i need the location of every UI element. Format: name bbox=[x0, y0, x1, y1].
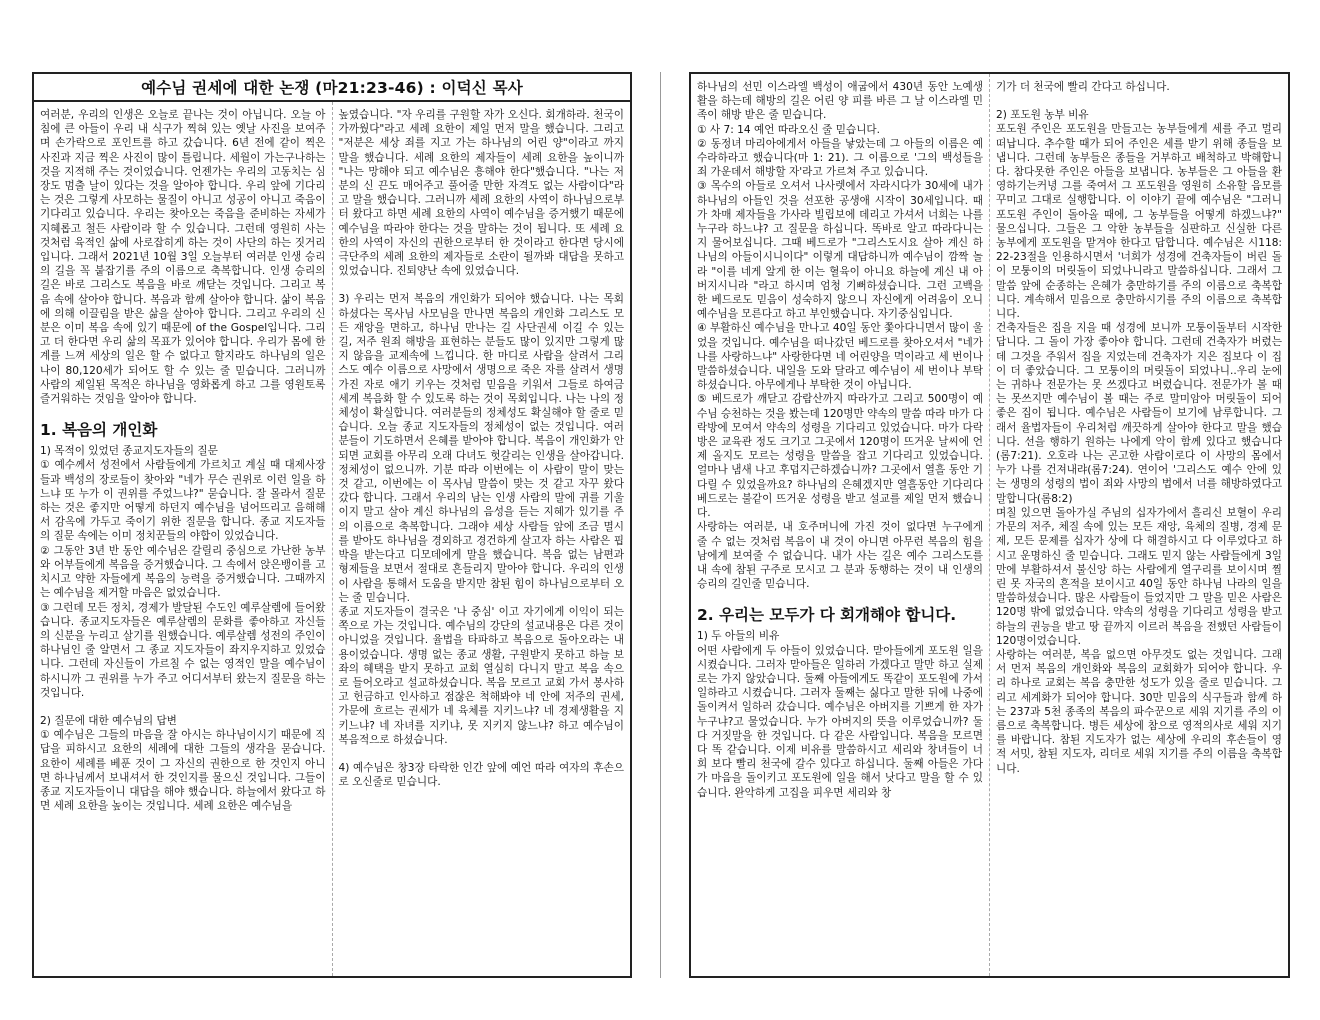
right-column-2 bbox=[989, 74, 1288, 976]
subsection-heading: 1) 두 아들의 비유 bbox=[697, 630, 780, 643]
body-paragraph: 사랑하는 여러분, 복음 없으면 아무것도 없는 것입니다. 그래서 먼저 복음의 개인화와 복음의 교회화가 되어야 합니다. 우리 하나로 교회는 복음 충만한 성도가 있을 줄로 믿습니다. 그리고 세계화가 되어야 합니다. 30만 믿음의 식구들과 함께 하는 237과 5천 종족의 복음의 파수꾼으로 세워 지기를 주의 이름으로 축복합니다. 병든 세상에 참으로 영적의사로 세워 지기를 바랍니다. 참된 지도자가 없는 세상에 우리의 후손들이 영적 서밋, 참된 지도자, 리더로 세워 지기를 주의 이름을 축복합니다. bbox=[996, 648, 1282, 775]
body-paragraph: ④ 부활하신 예수님을 만나고 40일 동안 쫓아다니면서 많이 울었을 것입니다. 예수님을 떠나갔던 베드로를 찾아오셔서 "네가 나를 사랑하느냐" 사랑한다면 네 어린양을 먹이라고 세 번이나 말씀하셨습니다. 내일을 도와 달라고 예수님이 세 번이나 부탁하셨습니다. 아무에게나 부탁한 것이 아닙니다. bbox=[697, 322, 983, 392]
body-paragraph: 사랑하는 여러분, 내 호주머니에 가진 것이 없다면 누구에게 줄 수 없는 것처럼 복음이 내 것이 아니면 아무런 복음의 힘을 남에게 보여줄 수 없습니다. 내가 사는 길은 예수 그리스도를 내 속에 참된 구주로 모시고 그 분과 동행하는 것이 내 인생의 승리의 길인줄 믿습니다. bbox=[697, 521, 983, 591]
body-paragraph: ② 그동안 3년 반 동안 예수님은 갈릴리 중심으로 가난한 농부와 어부들에게 복음을 증거했습니다. 그 속에서 앉은뱅이를 고치시고 약한 자들에게 복음의 능력을 증거했습니다. 그때까지는 예수님을 제거할 마음은 없었습니다. bbox=[40, 544, 326, 600]
body-paragraph: ① 예수께서 성전에서 사람들에게 가르치고 계실 때 대제사장들과 백성의 장로들이 찾아와 "네가 무슨 권위로 이런 일을 하느냐 또 누가 이 권위를 주었느냐?" 묻습니다. 잘 몰라서 질문하는 것은 좋지만 어떻게 하던지 예수님을 넘어뜨리고 음해해서 감옥에 가두고 죽이기 위한 질문을 합니다. 종교 지도자들의 질문 속에는 이미 정치꾼들의 야합이 있었습니다. bbox=[40, 459, 326, 543]
right-columns bbox=[691, 74, 1288, 976]
left-column-1 bbox=[34, 102, 332, 976]
left-bulletin-page bbox=[32, 72, 632, 978]
body-paragraph: ① 사 7: 14 예언 따라오신 줄 믿습니다. bbox=[697, 123, 881, 136]
body-paragraph: 높였습니다. "자 우리를 구원할 자가 오신다. 회개하라. 천국이 가까웠다"라고 세례 요한이 제일 먼저 말을 했습니다. 그리고 "저분은 세상 죄를 지고 가는 하나님의 어린 양"이라고 까지 말을 했습니다. 세례 요한의 제자들이 세례 요한을 높이니까 "나는 망해야 되고 예수님은 흥해야 한다"했습니다. "나는 저분의 신 끈도 매어주고 풀어줄 만한 자격도 없는 사람이다"라고 말을 했습니다. 그러니까 세례 요한의 사역이 하나님으로부터 왔다고 하면 세례 요한의 사역이 예수님을 증거했기 때문에 예수님을 따라야 한다는 것을 말하는 것이 됩니다. 또 세례 요한의 사역이 자신의 권한으로부터 한 것이라고 한다면 당시에 극단주의 세례 요한의 제자들로 소란이 될까봐 대답을 못하고 있었습니다. 진퇴양난 속에 있었습니다. bbox=[338, 109, 624, 278]
body-paragraph: 어떤 사람에게 두 아들이 있었습니다. 맏아들에게 포도원 일을 시켰습니다. 그러자 맏아들은 일하러 가겠다고 말만 하고 실제로는 가지 않았습니다. 둘째 아들에게도 똑같이 포도원에 가서 일하라고 시켰습니다. 그러자 둘째는 싫다고 말한 뒤에 나중에 돌이켜서 일하러 갔습니다. 예수님은 아버지를 기쁘게 한 자가 누구냐?고 물었습니다. 누가 아버지의 뜻을 이루었습니까? 둘 다 거짓말을 한 것입니다. 다 같은 사람입니다. 복음을 모르면 다 똑 같습니다. 이제 비유를 말씀하시고 세리와 창녀들이 너희 보다 빨리 천국에 갈수 있다고 하십니다. 둘째 아들은 가다가 마음을 돌이키고 포도원에 일을 해서 낫다고 말을 할 수 있습니다. 완악하게 고집을 피우면 세리와 창 bbox=[697, 644, 983, 799]
subsection-heading: 2) 포도원 농부 비유 bbox=[996, 109, 1089, 122]
body-paragraph: 3) 우리는 먼저 복음의 개인화가 되어야 했습니다. 나는 목회하셨다는 목사님 사모님을 만나면 복음의 개인화 그리스도 모든 재앙을 면하고, 하나님 만나는 길 사단권세 이길 수 있는 길, 저주 원죄 해방을 표현하는 분들도 많이 있지만 그렇게 많지 않음을 교제속에 느낍니다. 한 마디로 사람을 살려서 그리스도 예수 이름으로 사망에서 생명으로 죽은 자를 살려서 생명 가진 자로 애기 키우는 것처럼 믿음을 키워서 그들로 하여금 세계 복음화 할 수 있도록 하는 것이 목회입니다. 나는 나의 정체성이 확실합니다. 여러분들의 정체성도 확실해야 할 줄로 믿습니다. 오늘 종교 지도자들의 정체성이 없는 것입니다. 여러분들이 기도하면서 은혜를 받아야 합니다. 복음이 개인화가 안 되면 교회를 아무리 오래 다녀도 헛갈리는 인생을 살아갑니다. 정체성이 없으니까. 기분 따라 이번에는 이 사람이 말이 맞는 것 같고, 이번에는 이 목사님 말씀이 맞는 것 같고 자꾸 왔다 갔다 합니다. 그래서 우리의 남는 인생 사람의 말에 귀를 기울이지 말고 살아 계신 하나님의 음성을 듣는 지혜가 있기를 주의 이름으로 축복합니다. 그래야 세상 사람들 앞에 조금 멸시를 받아도 하나님을 경외하고 경건하게 살고자 하는 사람은 핍박을 받는다고 디모데에게 말을 했습니다. 복음 없는 남편과 형제들을 보면서 절대로 흔들리지 말아야 합니다. 우리의 인생이 사람을 통해서 도움을 받지만 참된 힘이 하나님으로부터 오는 줄 믿습니다. bbox=[338, 293, 624, 604]
body-paragraph: ③ 그런데 모든 정치, 경제가 발달된 수도인 예루살렘에 들어왔습니다. 종교지도자들은 예루살렘의 문화를 좋아하고 자신들의 신분을 누리고 살기를 원했습니다. 예루살렘 성전의 주인이 하나님인 줄 알면서 그 종교 지도자들이 좌지우지하고 있었습니다. 그런데 자신들이 가르칠 수 없는 영적인 말을 예수님이 하시니까 그 권위를 누가 주고 어디서부터 왔는지 질문을 하는 것입니다. bbox=[40, 601, 326, 699]
left-column-2 bbox=[332, 102, 631, 976]
intro-paragraph: 여러분, 우리의 인생은 오늘로 끝나는 것이 아닙니다. 오늘 아침에 큰 아들이 우리 내 식구가 찍혀 있는 옛날 사진을 보여주며 손가락으로 포인트를 하고 갔습니다. 6년 전에 같이 찍은 사진과 지금 찍은 사진이 많이 틀립니다. 세월이 가는구나하는 것을 지적해 주는 것이었습니다. 언젠가는 우리의 고동치는 심장도 멈출 날이 있다는 것을 알아야 합니다. 우리 앞에 기다리는 것은 그렇게 사모하는 물질이 아니고 성공이 아니고 죽음이 기다리고 있습니다. 우리는 찾아오는 죽음을 준비하는 자세가 지혜롭고 철든 사람이라 할 수 있습니다. 그런데 영원히 사는 것처럼 육적인 삶에 사로잡히게 하는 것이 사단의 하는 짓거리입니다. 그래서 2021년 10월 3일 오늘부터 여러분 인생 승리의 길을 꼭 붙잡기를 주의 이름으로 축복합니다. 인생 승리의 길은 바로 그리스도 복음을 바로 깨닫는 것입니다. 그리고 복음 속에 살아야 합니다. 복음과 함께 살아야 합니다. 삶이 복음에 의해 이끌림을 받은 삶을 살아야 합니다. 그리고 우리의 신분은 이미 복음 속에 있기 때문에 of the Gospel입니다. 그리고 더 한다면 우리 삶의 목표가 있어야 합니다. 우리가 몸에 한계를 느껴 세상의 일은 할 수 없다고 할지라도 하나님의 일은 나이 80,120세가 되어도 할 수 있는 줄 믿습니다. 그러니까 사람의 제일된 목적은 하나님을 영화롭게 하고 그를 영원토록 즐거워하는 것임을 알아야 합니다. bbox=[40, 109, 326, 406]
left-columns bbox=[34, 102, 630, 976]
body-paragraph: 4) 예수님은 창3장 타락한 인간 앞에 예언 따라 여자의 후손으로 오신줄로 믿습니다. bbox=[338, 761, 624, 789]
body-paragraph: 종교 지도자들이 결국은 '나 중심' 이고 자기에게 이익이 되는 쪽으로 가는 것입니다. 예수님의 강단의 설교내용은 다른 것이 아니었을 것입니다. 율법을 타파하고 복음으로 돌아오라는 내용이었습니다. 생명 없는 종교 생활, 구원받지 못하고 하늘 보좌의 혜택을 받지 못하고 교회 열심히 다니지 말고 복음 속으로 들어오라고 설교하셨습니다. 복음 모르고 교회 가서 봉사하고 헌금하고 인사하고 점잖은 척해봐야 네 안에 저주의 권세, 가문에 흐르는 권세가 네 육체를 지키느냐? 네 경제생활을 지키느냐? 네 자녀를 지키냐, 못 지키지 않느냐? 하고 예수님이 복음적으로 하셨습니다. bbox=[338, 605, 624, 746]
body-paragraph: ③ 목수의 아들로 오셔서 나사렛에서 자라시다가 30세에 내가 하나님의 아들인 것을 선포한 공생애 시작이 30세입니다. 때가 차매 제자들을 가사라 빌립보에 데리고 가셔서 너희는 나를 누구라 하느냐? 고 질문을 하십니다. 똑바로 알고 따라다니는지 물어보십니다. 그때 베드로가 "그리스도시요 살아 계신 하나님의 아들이시니이다" 이렇게 대답하니까 예수님이 깜짝 놀라 "이를 네게 알게 한 이는 혈육이 아니요 하늘에 계신 내 아버지시니라 "라고 하시며 엄청 기뻐하셨습니다. 그런 고백을 한 베드로도 믿음이 성숙하지 않으니 자신에게 어려움이 오니 예수님을 모른다고 하고 부인했습니다. 자기중심입니다. bbox=[697, 180, 983, 321]
right-column-1 bbox=[691, 74, 989, 976]
body-paragraph: ① 예수님은 그들의 마음을 잘 아시는 하나님이시기 때문에 직답을 피하시고 요한의 세례에 대한 그들의 생각을 묻습니다. 요한이 세례를 베푼 것이 그 자신의 권한으로 한 것인지 아니면 하나님께서 보내셔서 한 것인지를 물으신 것입니다. 그들이 종교 지도자들이니 대답을 해야 했습니다. 하늘에서 왔다고 하면 세례 요한을 높이는 것입니다. 세례 요한은 예수님을 bbox=[40, 729, 326, 813]
body-paragraph: ② 동정녀 마리아에게서 아들을 낳았는데 그 아들의 이름은 예수라하라고 했습니다(마 1: 21). 그 이름으로 '그의 백성들을 죄 가운데서 해방할 자'라고 가르쳐 주고 있습니다. bbox=[697, 137, 983, 179]
sermon-title: 예수님 권세에 대한 논쟁 (마21:23-46) : 이덕신 목사 bbox=[34, 74, 630, 102]
body-paragraph: 기가 더 천국에 빨리 간다고 하십니다. bbox=[996, 81, 1170, 93]
body-paragraph: 며칠 있으면 돌아가실 주님의 십자가에서 흘리신 보혈이 우리 가문의 저주, 체질 속에 있는 모든 재앙, 육체의 질병, 경제 문제, 모든 문제를 십자가 상에 다 해결하시고 다 이루었다고 하시고 운명하신 줄 믿습니다. 그래도 믿지 않는 사람들에게 3일 만에 부활하셔서 불신앙 하는 사람에게 열구리를 보이시며 찔린 못 자국의 흔적을 보이시고 40일 동안 하나님 나라의 일을 말씀하셨습니다. 많은 사람들이 들었지만 그 말을 믿은 사람은 120명 밖에 없었습니다. 약속의 성령을 기다리고 성령을 받고 하늘의 권능을 받고 땅 끝까지 이르러 복음을 전했던 사람들이 120명이었습니다. bbox=[996, 506, 1282, 647]
subsection-heading: 2) 질문에 대한 예수님의 답변 bbox=[40, 714, 177, 727]
section-heading-2: 2. 우리는 모두가 다 회개해야 합니다. bbox=[697, 606, 957, 625]
section-heading-1: 1. 복음의 개인화 bbox=[40, 421, 158, 440]
body-paragraph: 포도원 주인은 포도원을 만들고는 농부들에게 세를 주고 멀리 떠납니다. 추수할 때가 되어 주인은 세를 받기 위해 종들을 보냅니다. 그런데 농부들은 종들을 거부하고 배척하고 박해합니다. 참다못한 주인은 아들을 보냅니다. 농부들은 그 아들을 환영하기는커녕 그를 죽여서 그 포도원을 영원히 소유할 음모를 꾸미고 그대로 실행합니다. 이 이야기 끝에 예수님은 "그러니 포도원 주인이 돌아올 때에, 그 농부들을 어떻게 하겠느냐?" 물으십니다. 그들은 그 악한 농부들을 심판하고 신실한 다른 농부에게 포도원을 맡겨야 한다고 답합니다. 예수님은 시118:22-23절을 인용하시면서 '너희가 성경에 건축자들이 버린 돌이 모퉁이의 머릿돌이 되었나니라고 말씀하십니다. 그래서 그 말씀 앞에 순종하는 은혜가 충만하기를 주의 이름으로 축복합니다. 계속해서 믿음으로 충만하시기를 주의 이름으로 축복합니다. bbox=[996, 123, 1282, 321]
page-divider bbox=[660, 72, 661, 978]
body-paragraph: ⑤ 베드로가 깨닫고 감람산까지 따라가고 그리고 500명이 예수님 승천하는 것을 봤는데 120명만 약속의 말씀 따라 마가 다락방에 모여서 약속의 성령을 기다리고 있었습니다. 마가 다락방은 교육관 정도 크기고 그곳에서 120명이 뜨거운 날씨에 언제 올지도 모르는 성령을 말씀을 잡고 기다리고 있었습니다. 얼마나 냄새 나고 후덥지근하겠습니까? 그곳에서 열흘 동안 기다릴 수 있었을까요? 하나님의 은혜겠지만 열흘동안 기다리다 베드로는 불같이 뜨거운 성령을 받고 설교를 제일 먼저 했습니다. bbox=[697, 393, 983, 520]
body-paragraph: 하나님의 선민 이스라엘 백성이 애굽에서 430년 동안 노예생활을 하는데 해방의 길은 어린 양 피를 바른 그 날 이스라엘 민족이 해방 받은 줄 믿습니다. bbox=[697, 81, 983, 122]
body-paragraph: 건축자들은 집을 지을 때 성경에 보니까 모퉁이돌부터 시작한답니다. 그 돌이 가장 좋아야 합니다. 그런데 건축자가 버렸는데 그것을 주워서 집을 지었는데 건축자가 지은 집보다 이 집이 더 좋았습니다. 그 모퉁이의 머릿돌이 되었나니..우리 눈에는 귀하나 전문가는 못 쓰겠다고 버렸습니다. 전문가가 볼 때는 못쓰지만 예수님이 볼 때는 주로 말미암아 머릿돌이 되어 좋은 집이 됩니다. 예수님은 사람들이 보기에 남루합니다. 그래서 율법자들이 우리처럼 깨끗하게 살아야 한다고 말을 했습니다. 선을 행하기 원하는 나에게 악이 함께 있다고 했습니다(롬7:21). 오호라 나는 곤고한 사람이로다 이 사망의 몸에서 누가 나를 건져내랴(롬7:24). 연이어 '그리스도 예수 안에 있는 생명의 성령의 법이 죄와 사망의 법에서 너를 해방하였다고 말합니다(롬8:2) bbox=[996, 322, 1282, 505]
subsection-heading: 1) 목적이 있었던 종교지도자들의 질문 bbox=[40, 445, 218, 458]
right-bulletin-page bbox=[689, 72, 1290, 978]
